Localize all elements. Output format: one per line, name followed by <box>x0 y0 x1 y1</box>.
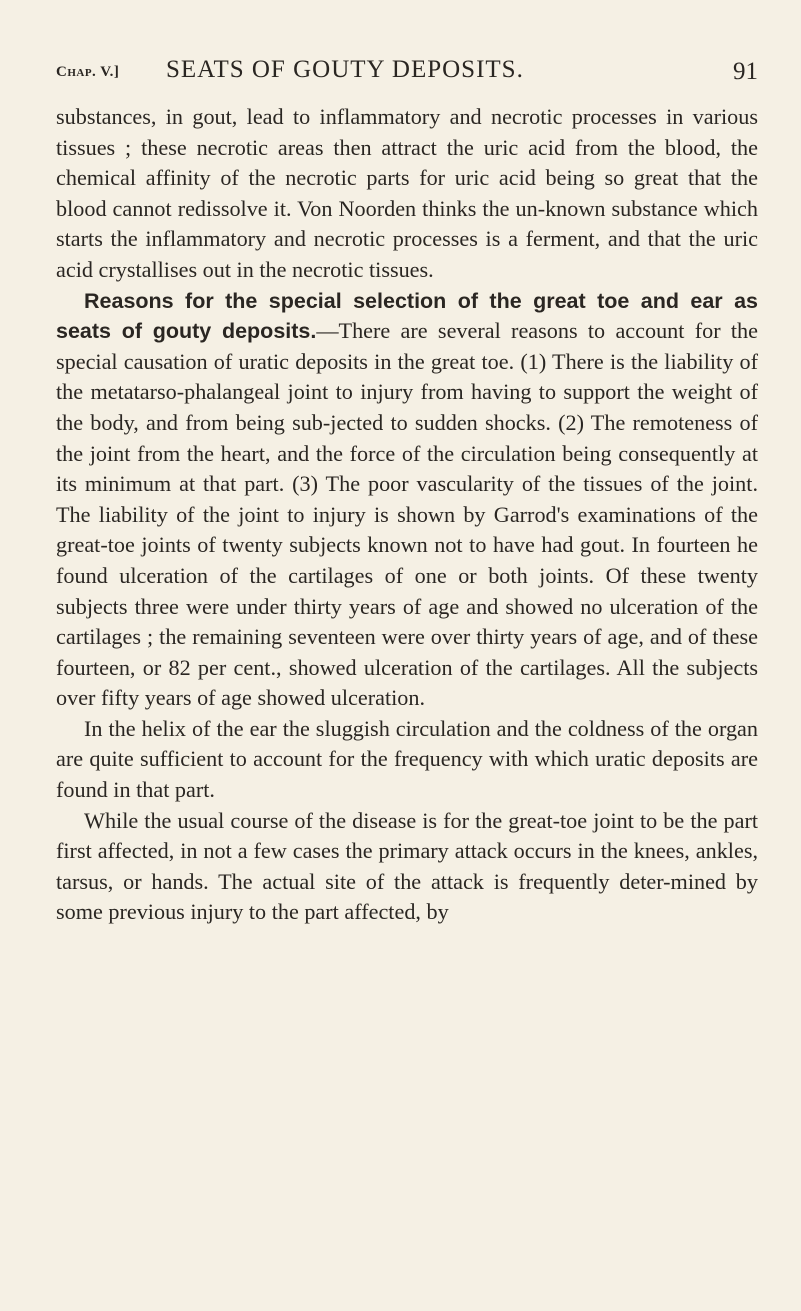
paragraph-2 <box>56 286 758 714</box>
chapter-label: Chap. V.] <box>56 64 120 80</box>
section-heading: Reasons for the special selection of the great toe and ear as seats of gouty deposits. <box>56 288 758 344</box>
book-page <box>56 56 758 928</box>
paragraph-3: In the helix of the ear the sluggish circulation and the coldness of the organ are quite sufficient to account for the frequency with which uratic deposits are found in that part. <box>56 715 758 803</box>
paragraph-1: substances, in gout, lead to inflammatory and necrotic processes in various tissues ; these necrotic areas then attract the uric acid from the blood, the chemical affinity of the necrotic parts for uric acid being so great that the blood cannot redissolve it. Von Noorden thinks the un-known substance which starts the inflammatory and necrotic processes is a ferment, and that the uric acid crystallises out in the necrotic tissues. <box>56 104 758 282</box>
body-text <box>56 102 758 928</box>
paragraph-2-body: —There are several reasons to account for the special causation of uratic deposits in the great toe. (1) There is the liability of the metatarso-phalangeal joint to injury from having to support the weight of the body, and from being sub-jected to sudden shocks. (2) The remoteness of the joint from the heart, and the force of the circulation being consequently at its minimum at that part. (3) The poor vascularity of the tissues of the joint. The liability of the joint to injury is shown by Garrod's examinations of the great-toe joints of twenty subjects known not to have had gout. In fourteen he found ulceration of the cartilages of one or both joints. Of these twenty subjects three were under thirty years of age and showed no ulceration of the cartilages ; the remaining seventeen were over thirty years of age, and of these fourteen, or 82 per cent., showed ulceration of the cartilages. All the subjects over fifty years of age showed ulceration. <box>56 318 758 711</box>
page-number: 91 <box>733 58 758 85</box>
paragraph-4: While the usual course of the disease is for the great-toe joint to be the part first affected, in not a few cases the primary attack occurs in the knees, ankles, tarsus, or hands. The actual site of the attack is frequently deter-mined by some previous injury to the part affected, by <box>56 807 758 925</box>
running-title: SEATS OF GOUTY DEPOSITS. <box>166 56 524 83</box>
running-header <box>56 56 758 92</box>
